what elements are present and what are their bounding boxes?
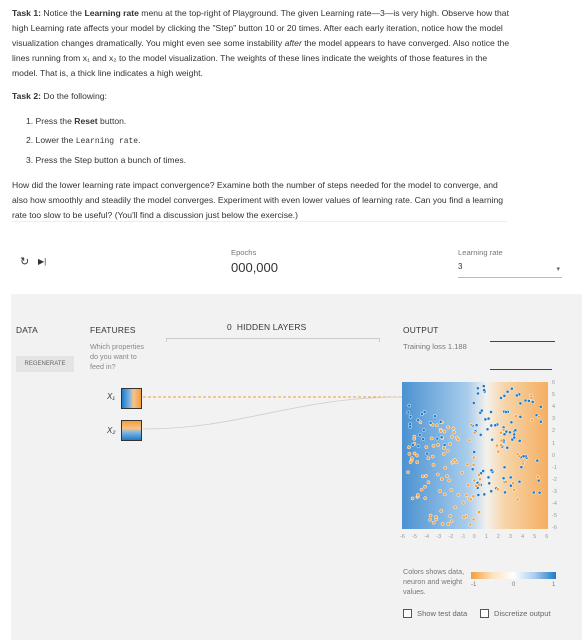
data-point (488, 482, 491, 485)
data-point (469, 423, 472, 426)
data-point (457, 493, 460, 496)
data-point (408, 404, 411, 407)
data-point (434, 515, 437, 518)
data-point (531, 419, 534, 422)
data-point (438, 490, 441, 493)
data-point (519, 402, 522, 405)
data-point (436, 443, 439, 446)
data-point (514, 429, 517, 432)
data-point (435, 424, 438, 427)
data-point (503, 466, 506, 469)
data-point (426, 452, 429, 455)
step-1-bold: Reset (74, 116, 98, 126)
data-point (440, 436, 443, 439)
data-point (427, 481, 430, 484)
data-point (409, 423, 412, 426)
data-point (500, 439, 503, 442)
data-point (424, 474, 427, 477)
data-point (513, 436, 516, 439)
data-point (432, 444, 435, 447)
data-point (444, 466, 447, 469)
checkbox-icon (403, 609, 412, 618)
data-point (416, 493, 419, 496)
data-point (432, 521, 435, 524)
data-point (503, 394, 506, 397)
task1-italic: after (284, 38, 302, 48)
data-point (468, 439, 471, 442)
data-point (500, 444, 503, 447)
data-point (418, 433, 421, 436)
data-point (491, 438, 494, 441)
data-point (537, 479, 540, 482)
data-heading: DATA (16, 325, 38, 335)
data-point (473, 431, 476, 434)
data-point (431, 455, 434, 458)
task1-text: Notice the (40, 8, 85, 18)
task1-label: Task 1: (12, 8, 41, 18)
loss-sparkline (490, 341, 555, 342)
data-point (487, 417, 490, 420)
data-point (516, 498, 519, 501)
question-paragraph: How did the lower learning rate impact convergence? Examine both the number of steps needed for the model to converge, and also how smoothly and steadily the model converges. Experiment with even lower values of learning rate. Can you find a learning rate too slow to be useful? (You'll find a discussion just below the exercise.) (12, 180, 504, 220)
y-tick-label: 5 (552, 392, 556, 399)
x2-label: X₂ (107, 426, 116, 435)
data-point (407, 446, 410, 449)
data-point (450, 520, 453, 523)
y-tick-label: 6 (552, 380, 556, 386)
feature-x2[interactable] (121, 420, 142, 441)
data-point (508, 431, 511, 434)
data-point (482, 385, 485, 388)
data-point (417, 419, 420, 422)
task2-paragraph (12, 89, 512, 104)
data-point (472, 463, 475, 466)
data-point (436, 473, 439, 476)
hidden-layers-heading (227, 322, 306, 332)
data-point (521, 462, 524, 465)
task1-text-b: menu at the top-right of Playground. The given Learning rate—3—is very high. Observe how that high Learning rate affects your model by clicking the "Step" button 10 or 20 times. After each early iteration, notice how the model visualization changes dramatically. You might even see some instability (12, 8, 509, 48)
data-point (476, 392, 479, 395)
data-point (536, 459, 539, 462)
data-point (446, 449, 449, 452)
data-point (415, 454, 418, 457)
instructions (12, 6, 512, 231)
data-point (409, 415, 412, 418)
data-point (462, 501, 465, 504)
data-point (478, 511, 481, 514)
legend-min: -1 (471, 582, 477, 588)
output-heading: OUTPUT (403, 325, 439, 335)
data-point (462, 516, 465, 519)
data-point (448, 479, 451, 482)
step-2-end: . (138, 135, 141, 145)
data-point (473, 450, 476, 453)
step-1-text: 1. Press the (26, 116, 75, 126)
controls-bar (0, 240, 582, 292)
data-point (420, 412, 423, 415)
step-2-code: Learning rate (75, 137, 139, 146)
y-tick-label: -2 (552, 476, 557, 483)
color-legend (471, 572, 556, 579)
data-point (486, 428, 489, 431)
data-point (527, 399, 530, 402)
data-point (504, 410, 507, 413)
data-point (416, 461, 419, 464)
data-point (417, 444, 420, 447)
data-point (520, 466, 523, 469)
chevron-down-icon: ▾ (556, 266, 560, 273)
data-point (499, 431, 502, 434)
data-point (439, 429, 442, 432)
training-loss: Training loss 1.188 (403, 342, 467, 351)
step-1 (26, 112, 512, 131)
workspace (11, 294, 582, 640)
data-point (443, 443, 446, 446)
step-1-end: button. (97, 116, 127, 126)
data-point (518, 439, 521, 442)
data-point (461, 471, 464, 474)
data-point (427, 457, 430, 460)
data-point (471, 468, 474, 471)
x-tick-label: 6 (545, 534, 549, 540)
data-point (483, 389, 486, 392)
data-point (483, 493, 486, 496)
data-point (443, 493, 446, 496)
data-point (429, 514, 432, 517)
data-point (422, 428, 425, 431)
data-point (411, 497, 414, 500)
data-point (522, 455, 525, 458)
data-point (449, 443, 452, 446)
data-point (447, 522, 450, 525)
data-point (499, 396, 502, 399)
data-point (489, 410, 492, 413)
task2-label: Task 2: (12, 91, 41, 101)
y-tick-label: 2 (552, 428, 556, 435)
divider (12, 221, 507, 222)
data-point (469, 523, 472, 526)
data-point (451, 435, 454, 438)
reset-icon[interactable]: ↻ (20, 256, 30, 268)
data-point (506, 390, 509, 393)
data-point (494, 424, 497, 427)
y-tick-label: -4 (552, 501, 557, 507)
legend-max: 1 (552, 582, 556, 588)
data-point (440, 477, 443, 480)
learning-rate-select[interactable] (458, 262, 562, 278)
data-point (473, 479, 476, 482)
data-point (513, 488, 516, 491)
step-2 (26, 131, 512, 151)
data-point (421, 475, 424, 478)
data-point (510, 421, 513, 424)
data-point (465, 493, 468, 496)
legend-description: Colors shows data, neuron and weight values. (403, 567, 465, 596)
data-point (532, 491, 535, 494)
task1-text-c: the model appears to have converged. Also notice the lines running from x₁ and x₂ to the model visualization. The weights of these lines indicate the weights of those features in the model. That is, a thick line indicates a high weight. (12, 38, 510, 78)
data-point (425, 446, 428, 449)
data-point (452, 431, 455, 434)
data-point (472, 495, 475, 498)
y-tick-label: -5 (552, 513, 557, 520)
loss-sparkline-2 (490, 369, 552, 370)
data-point (477, 493, 480, 496)
data-point (478, 483, 481, 486)
step-icon[interactable]: ▶| (38, 257, 47, 266)
data-point (436, 437, 439, 440)
y-tick-label: 0 (552, 452, 556, 459)
data-point (439, 420, 442, 423)
task1-paragraph (12, 6, 512, 81)
data-point (424, 497, 427, 500)
data-point (524, 399, 527, 402)
data-point (509, 476, 512, 479)
data-point (478, 478, 481, 481)
y-tick-label: -6 (552, 525, 557, 532)
data-point (407, 411, 410, 414)
data-point (505, 480, 508, 483)
data-point (441, 522, 444, 525)
epoch-label: Epochs (231, 248, 257, 257)
data-point (514, 415, 517, 418)
features-description: Which properties do you want to feed in? (90, 342, 144, 371)
data-point (506, 446, 509, 449)
data-point (472, 401, 475, 404)
x-tick-label: -5 (412, 534, 417, 540)
data-point (409, 461, 412, 464)
discretize-label: Discretize output (494, 609, 551, 618)
legend-mid: 0 (512, 582, 516, 588)
y-tick-label: -1 (552, 464, 557, 471)
data-point (469, 498, 472, 501)
data-point (502, 428, 505, 431)
data-point (475, 484, 478, 487)
data-point (472, 518, 475, 521)
data-point (530, 396, 533, 399)
data-point (453, 506, 456, 509)
x-tick-label: 4 (521, 534, 525, 540)
output-plot (402, 382, 548, 529)
data-point (503, 491, 506, 494)
data-point (406, 471, 409, 474)
task2-steps (26, 112, 512, 170)
data-point (411, 443, 414, 446)
task1-bold: Learning rate (84, 8, 139, 18)
data-point (420, 488, 423, 491)
data-point (430, 437, 433, 440)
y-tick-label: 3 (552, 416, 556, 423)
data-point (449, 515, 452, 518)
data-point (445, 475, 448, 478)
weight-lines (143, 389, 405, 439)
data-point (475, 424, 478, 427)
learning-rate-label: Learning rate (458, 248, 503, 257)
data-point (429, 518, 432, 521)
y-tick-label: 1 (552, 440, 556, 447)
x1-label: X₁ (107, 392, 115, 401)
x-tick-label: -4 (424, 534, 430, 540)
data-point (422, 438, 425, 441)
data-point (490, 490, 493, 493)
data-point (467, 484, 470, 487)
data-point (480, 409, 483, 412)
data-point (432, 463, 435, 466)
learning-rate-value: 3 (458, 262, 463, 271)
data-point (536, 475, 539, 478)
data-point (539, 420, 542, 423)
data-point (487, 476, 490, 479)
hidden-layers-label: HIDDEN LAYERS (236, 322, 307, 332)
data-point (496, 488, 499, 491)
data-point (495, 444, 498, 447)
data-point (450, 489, 453, 492)
hidden-layers-bracket (166, 338, 380, 342)
data-point (446, 426, 449, 429)
data-point (408, 452, 411, 455)
data-point (453, 459, 456, 462)
show-test-label: Show test data (417, 609, 468, 618)
data-point (510, 387, 513, 390)
data-point (490, 424, 493, 427)
data-point (413, 435, 416, 438)
data-point (513, 433, 516, 436)
x-tick-label: 5 (533, 534, 537, 540)
checkbox-icon (480, 609, 489, 618)
task2-text: Do the following: (40, 91, 107, 101)
data-point (537, 415, 540, 418)
data-point (531, 400, 534, 403)
data-point (466, 463, 469, 466)
x-tick-label: -2 (448, 534, 454, 540)
y-tick-label: -3 (552, 488, 557, 495)
features-heading: FEATURES (90, 325, 136, 335)
x-tick-label: -6 (400, 534, 405, 540)
data-point (479, 433, 482, 436)
discretize-output-checkbox[interactable] (480, 609, 551, 618)
weight-line-x2[interactable] (143, 397, 403, 429)
data-point (518, 480, 521, 483)
data-point (539, 405, 542, 408)
feature-x1[interactable] (121, 388, 142, 409)
data-point (516, 453, 519, 456)
data-point (484, 418, 487, 421)
hidden-layer-count: 0 (227, 322, 232, 332)
data-point (490, 469, 493, 472)
data-point (423, 485, 426, 488)
x-tick-label: 1 (484, 534, 488, 540)
data-point (477, 473, 480, 476)
data-point (443, 430, 446, 433)
data-point (472, 456, 475, 459)
data-point (452, 427, 455, 430)
data-point (497, 450, 500, 453)
data-point (429, 421, 432, 424)
data-point (502, 477, 505, 480)
data-point (440, 509, 443, 512)
x-tick-label: 0 (472, 534, 476, 540)
data-point (442, 452, 445, 455)
data-point (519, 415, 522, 418)
data-point (476, 387, 479, 390)
step-2-text: 2. Lower the (26, 135, 76, 145)
x-tick-label: -1 (460, 534, 466, 540)
data-point (433, 415, 436, 418)
x-tick-label: 2 (496, 534, 500, 540)
x-tick-label: -3 (436, 534, 442, 540)
data-point (457, 438, 460, 441)
step-3: 3. Press the Step button a bunch of times. (26, 155, 187, 165)
data-point (515, 394, 518, 397)
show-test-data-checkbox[interactable] (403, 609, 467, 618)
x-tick-label: 3 (508, 534, 512, 540)
data-point (512, 482, 515, 485)
y-tick-label: 4 (552, 404, 556, 411)
data-point (538, 491, 541, 494)
epoch-value: 000,000 (231, 260, 278, 275)
data-point (410, 457, 413, 460)
regenerate-button[interactable]: REGENERATE (16, 356, 74, 372)
